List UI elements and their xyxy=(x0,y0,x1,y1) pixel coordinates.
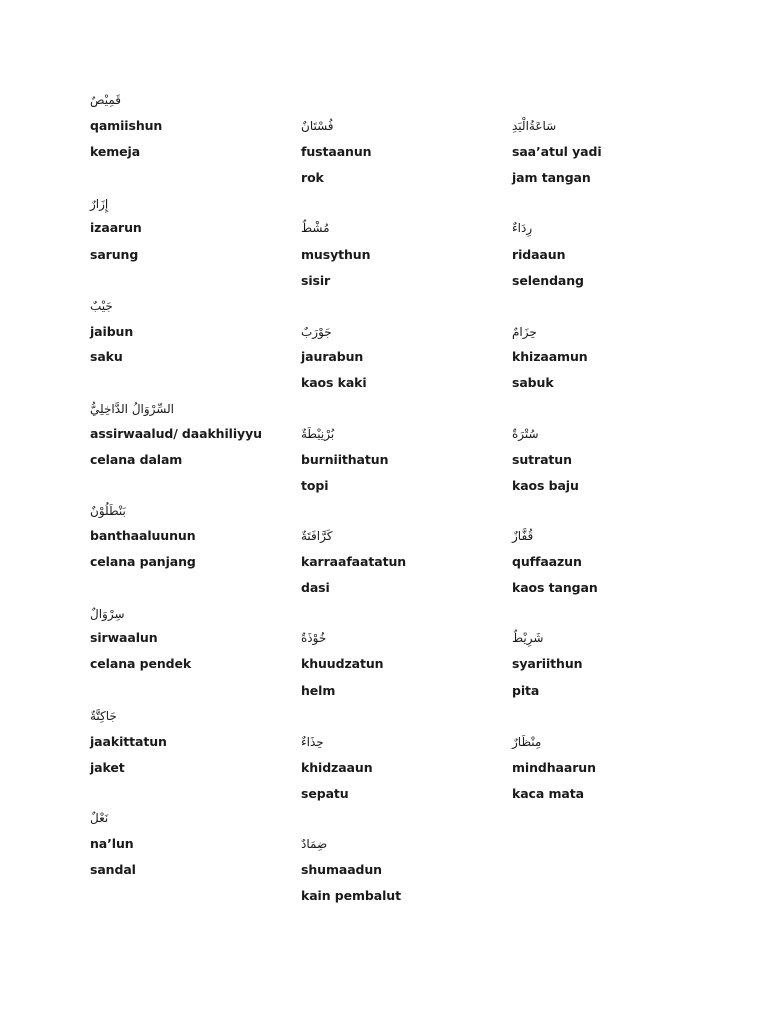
transliteration: jaibun xyxy=(90,324,134,339)
meaning: celana panjang xyxy=(90,554,196,569)
transliteration: quffaazun xyxy=(512,554,582,569)
transliteration: banthaaluunun xyxy=(90,528,196,543)
meaning: sarung xyxy=(90,247,139,262)
arabic-word: خُوْذَةٌ xyxy=(301,631,327,645)
transliteration: musythun xyxy=(301,247,371,262)
arabic-word: شَرِيْطٌ xyxy=(512,631,544,645)
transliteration: assirwaalud/ daakhiliyyu xyxy=(90,426,262,441)
meaning: dasi xyxy=(301,580,330,595)
meaning: celana pendek xyxy=(90,656,192,671)
meaning: kaos tangan xyxy=(512,580,598,595)
transliteration: khizaamun xyxy=(512,349,588,364)
meaning: kaos baju xyxy=(512,478,579,493)
meaning: jaket xyxy=(90,760,125,775)
meaning: selendang xyxy=(512,273,584,288)
arabic-word: بُرْنِيْطَةٌ xyxy=(301,427,335,441)
transliteration: khuudzatun xyxy=(301,656,384,671)
arabic-word: حِذَاءٌ xyxy=(301,735,324,749)
arabic-word: قُفَّازٌ xyxy=(512,529,534,543)
meaning: sabuk xyxy=(512,375,554,390)
transliteration: khidzaaun xyxy=(301,760,373,775)
arabic-word: مُشْطٌ xyxy=(301,221,330,235)
arabic-word: فُسْتَانٌ xyxy=(301,119,334,133)
arabic-word: نَعْلٌ xyxy=(90,811,109,825)
meaning: sandal xyxy=(90,862,136,877)
transliteration: sutratun xyxy=(512,452,572,467)
meaning: helm xyxy=(301,683,336,698)
arabic-word: السِّرْوَالُ الدَّاخِلِيُّ xyxy=(90,402,174,416)
transliteration: karraafaatatun xyxy=(301,554,407,569)
arabic-word: ضِمَادٌ xyxy=(301,837,328,851)
transliteration: fustaanun xyxy=(301,144,372,159)
arabic-word: حِزَامٌ xyxy=(512,325,537,339)
meaning: saku xyxy=(90,349,123,364)
arabic-word: سَاعَةُالْيَدِ xyxy=(512,119,557,133)
arabic-word: جَاكِتَّةٌ xyxy=(90,709,117,723)
transliteration: izaarun xyxy=(90,220,142,235)
arabic-word: سُتْرَةٌ xyxy=(512,427,539,441)
transliteration: syariithun xyxy=(512,656,583,671)
arabic-word: بَنْطَلُوْنٌ xyxy=(90,504,126,518)
transliteration: saa’atul yadi xyxy=(512,144,602,159)
transliteration: mindhaarun xyxy=(512,760,596,775)
meaning: kemeja xyxy=(90,144,141,159)
transliteration: qamiishun xyxy=(90,118,163,133)
transliteration: ridaaun xyxy=(512,247,566,262)
transliteration: na’lun xyxy=(90,836,134,851)
meaning: rok xyxy=(301,170,324,185)
meaning: celana dalam xyxy=(90,452,183,467)
meaning: sisir xyxy=(301,273,331,288)
transliteration: sirwaalun xyxy=(90,630,158,645)
meaning: jam tangan xyxy=(512,170,591,185)
meaning: kaca mata xyxy=(512,786,584,801)
arabic-word: جَوْرَبٌ xyxy=(301,325,332,339)
meaning: sepatu xyxy=(301,786,349,801)
arabic-word: جَيْبٌ xyxy=(90,299,113,313)
transliteration: jaurabun xyxy=(301,349,364,364)
meaning: topi xyxy=(301,478,329,493)
arabic-word: مِنْظَارٌ xyxy=(512,735,542,749)
arabic-word: قَمِيْصٌ xyxy=(90,93,121,107)
transliteration: burniithatun xyxy=(301,452,389,467)
arabic-word: رِدَاءٌ xyxy=(512,221,533,235)
meaning: kaos kaki xyxy=(301,375,367,390)
arabic-word: سِرْوَالٌ xyxy=(90,607,125,621)
arabic-word: كَرَّافَتَةٌ xyxy=(301,529,333,543)
arabic-word: إِزَارٌ xyxy=(90,197,109,211)
transliteration: jaakittatun xyxy=(90,734,167,749)
meaning: pita xyxy=(512,683,540,698)
transliteration: shumaadun xyxy=(301,862,382,877)
meaning: kain pembalut xyxy=(301,888,401,903)
